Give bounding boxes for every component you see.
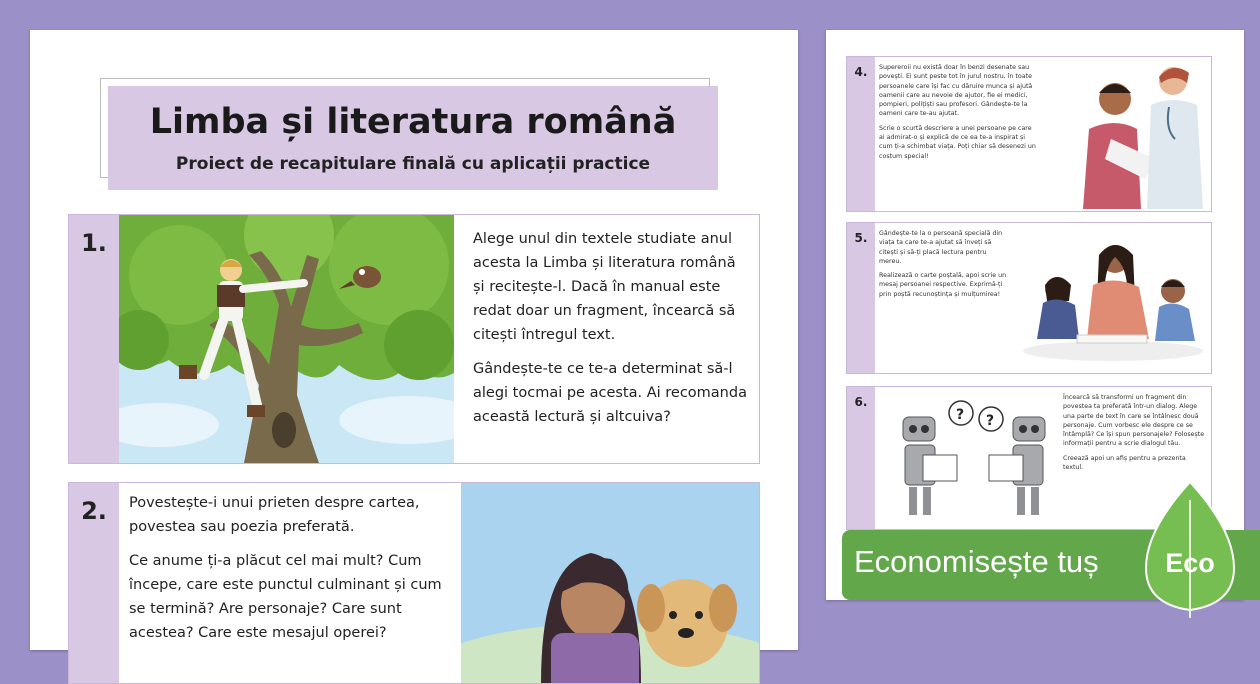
task-paragraph: Supereroii nu există doar în benzi desenate sau povești. Ei sunt peste tot în jurul nostru, în toate persoanele care își fac cu dăruire munca și ajută oamenii care au nevoie de ajutor, fie ei medici, pompieri, polițiști sau profesori. Gândește-te la oameni care te-au ajutat. [879,64,1033,118]
task-1-text [473,227,749,439]
eco-badge-text: Eco [1165,548,1215,578]
task-2-text [129,491,451,655]
leaf-icon [1142,480,1238,620]
task-number: 4. [854,65,868,79]
task-card-5 [846,222,1212,374]
svg-text:?: ? [986,413,995,429]
task-number-column [847,57,875,211]
task-paragraph: Alege unul din textele studiate anul acesta la Limba și literatura română și recitește-l. Dacă în manual este redat doar un fragment, încearcă să citești întregul text. [473,231,736,343]
task-paragraph: Realizează o carte poștală, apoi scrie un mesaj persoanei respective. Exprimă-ți prin poștă recunoștința și mulțumirea! [879,272,1007,298]
task-card-4 [846,56,1212,212]
task-5-text [879,229,1009,304]
task-number-column [69,215,119,463]
robots-dialogue-illustration [879,393,1059,523]
family-reading-illustration [1017,229,1209,367]
doctor-and-patient-illustration [1075,59,1209,209]
page-title: Limba și literatura română [149,102,677,142]
task-paragraph: Gândește-te ce te-a determinat să-l alegi tocmai pe acesta. Ai recomanda această lectură și altcuiva? [473,361,747,425]
task-number-column [69,483,119,683]
task-paragraph: Gândește-te la o persoană specială din viața ta care te-a ajutat să înveți să citești și să-ți placă lectura pentru mereu. [879,230,1003,265]
task-number: 5. [854,231,868,245]
girl-with-dog-illustration [461,483,759,683]
task-number: 1. [81,229,107,257]
task-number: 6. [854,395,868,409]
task-paragraph: Scrie o scurtă descriere a unei persoane pe care ai admirat-o și explică de ce ea te-a inspirat și cum ți-a schimbat viața. Poți chiar să desenezi un costum special! [879,124,1036,160]
task-card-2 [68,482,760,684]
task-number: 2. [81,497,107,525]
task-card-1 [68,214,760,464]
task-number-column [847,223,875,373]
task-paragraph: Ce anume ți-a plăcut cel mai mult? Cum începe, care este punctul culminant și cum se termină? Are personaje? Care sunt acestea? Care este mesajul operei? [129,553,442,641]
task-6-text [1063,393,1207,477]
page-subtitle: Proiect de recapitulare finală cu aplicații practice [175,154,651,174]
boy-in-tree-illustration [119,215,454,463]
title-banner [108,86,718,190]
task-4-text [879,63,1039,166]
task-paragraph: Povestește-i unui prieten despre cartea, povestea sau poezia preferată. [129,495,420,535]
svg-text:?: ? [956,407,965,423]
eco-banner-label: Economisește tuș [854,544,1099,579]
worksheet-page-left [30,30,798,650]
task-number-column [847,387,875,529]
task-paragraph: Creează apoi un afiș pentru a prezenta textul. [1063,454,1186,472]
task-paragraph: Încearcă să transformi un fragment din povestea ta preferată într-un dialog. Alege una parte de text în care se întâlnesc două personaje. Cum vorbesc ele despre ce se întâmplă? Ce își spun personajele? Folosește informații pentru a scrie dialogul tău. [1063,394,1205,448]
